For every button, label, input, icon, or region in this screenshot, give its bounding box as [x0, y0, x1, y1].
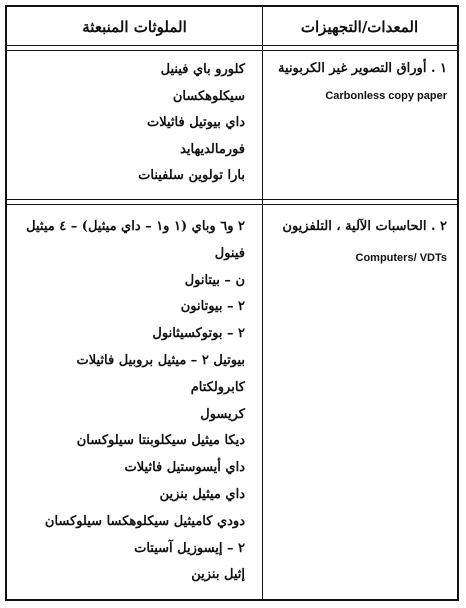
- pollutant-item: دودي كاميثيل سيكلوهكسا سيلوكسان: [44, 513, 245, 529]
- header-equipment: المعدات/التجهيزات: [300, 18, 419, 36]
- pollutant-item: بارا تولوين سلفينات: [138, 168, 245, 183]
- pollutant-item: ن – بيتانول: [184, 272, 245, 288]
- column-divider: [262, 7, 263, 599]
- row2-equipment-arabic: ٢ . الحاسبات الآلية ، التلفزيون: [282, 219, 447, 234]
- row1-equipment-english: Carbonless copy paper: [325, 90, 447, 102]
- pollutant-item: إثيل بنزين: [191, 567, 245, 583]
- row-rule-top: [7, 199, 457, 200]
- row2-pollutants: [13, 214, 245, 589]
- pollutant-item: ٢ – بوتوكسيثانول: [152, 326, 245, 342]
- pollutant-item: ٢ – إيسوزيل آسيتات: [134, 540, 245, 556]
- pollutant-item: داي بيوتيل فاثيلات: [147, 115, 245, 130]
- pollutant-item: سيكلوهكسان: [172, 88, 245, 104]
- pollutant-item: ديكا ميثيل سيكلوبنتا سيلوكسان: [76, 433, 245, 449]
- pollutant-item: داي ميثيل بنزين: [159, 486, 245, 502]
- header-rule-bottom: [7, 50, 457, 51]
- pollutant-item: فينول: [214, 245, 245, 261]
- row-rule-bottom: [7, 204, 457, 205]
- row1-pollutants: [13, 57, 245, 190]
- header-pollutants: الملوثات المنبعثة: [82, 18, 187, 36]
- pollutant-item: كابرولكتام: [190, 379, 245, 395]
- pollutant-item: كريسول: [200, 406, 245, 422]
- row2-equipment-english: Computers/ VDTs: [355, 252, 447, 264]
- row2-equipment: [267, 217, 447, 267]
- pollutant-item: كلورو باي فينيل: [160, 62, 245, 77]
- row1-equipment: [267, 59, 447, 105]
- pollutants-table: [5, 5, 459, 601]
- pollutant-item: بيوتيل ٢ – ميثيل بروبيل فاثيلات: [76, 352, 245, 368]
- pollutant-item: فورمالديهايد: [180, 141, 245, 157]
- pollutant-item: ٢ و٦ وباي (١ و١ – داي ميثيل) – ٤ ميثيل: [26, 219, 245, 234]
- header-rule-top: [7, 45, 457, 46]
- pollutant-item: ٢ – بيوتانون: [180, 299, 245, 315]
- pollutant-item: داي أيسوستيل فاثيلات: [124, 460, 245, 476]
- row1-equipment-arabic: ١ . أوراق التصوير غير الكربونية: [278, 61, 447, 76]
